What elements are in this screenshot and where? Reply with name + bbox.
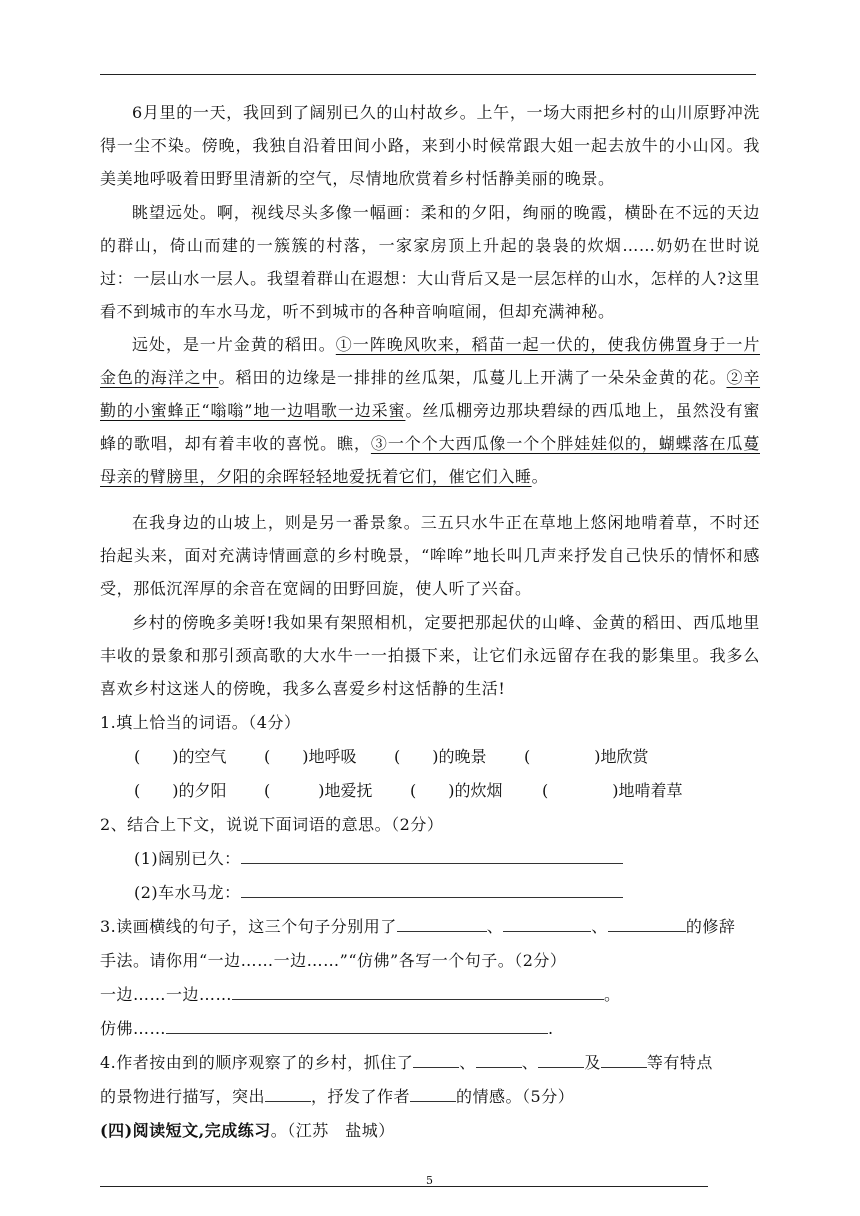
answer-blank[interactable] [397,917,487,932]
question-text: 4.作者按由到的顺序观察了的乡村，抓住了 [100,1053,414,1072]
question-4-line-2 [100,1080,574,1113]
passage-paragraph-3 [100,328,760,493]
question-text: ，抒发了作者 [311,1087,411,1106]
passage-text: 远处，是一片金黄的稻田。 [132,335,336,354]
passage-text: 。稻田的边缘是一排排的丝瓜架，瓜蔓儿上开满了一朵朵金黄的花。 [218,368,727,387]
answer-blank[interactable] [476,1053,522,1068]
question-text: 的情感。（5分） [456,1087,575,1106]
separator: 、 [521,1053,539,1072]
answer-blank[interactable] [410,1087,456,1102]
fill-item: ( )的炊烟 [410,781,503,800]
passage-text: 。 [531,467,549,486]
question-1-row-2 [134,774,683,807]
item-label: (2)车水马龙： [134,883,241,902]
answer-blank[interactable] [265,1087,311,1102]
question-text: 的修辞 [685,917,736,936]
fill-item: ( )的空气 [134,747,227,766]
underlined-sentence-3: ③一个个大西瓜像一个个胖娃娃似的，蝴蝶落在瓜蔓母亲的臂膀里，夕阳的余晖轻轻地爱抚着它们，催它们入睡 [100,434,760,486]
fill-item: ( )地啃着草 [542,781,683,800]
question-2-title: 2、结合上下文，说说下面词语的意思。（2分） [100,815,444,834]
fill-item: ( )的晚景 [394,747,487,766]
question-3-line-1 [100,910,735,943]
footer-rule [100,1186,708,1187]
answer-blank[interactable] [503,917,591,932]
fill-item: ( )地呼吸 [264,747,357,766]
prompt-label: 一边……一边…… [100,985,233,1004]
section-source: 。（江苏 盐城） [270,1121,395,1140]
underlined-sentence-2: ②辛勤的小蜜蜂正“嗡嗡”地一边唱歌一边采蜜 [100,368,761,420]
section-4-heading [100,1114,395,1147]
question-3-line-2: 手法。请你用“一边……一边……”“仿佛”各写一个句子。（2分） [100,951,567,970]
question-1-title: 1.填上恰当的词语。（4分） [100,713,301,732]
separator: 、 [486,917,504,936]
answer-blank[interactable] [241,883,623,898]
answer-blank[interactable] [601,1053,647,1068]
question-text: 的景物进行描写，突出 [100,1087,266,1106]
question-2-item-2 [134,876,623,909]
answer-blank[interactable] [241,849,623,864]
section-title: (四)阅读短文,完成练习 [100,1121,271,1140]
fill-item: ( )的夕阳 [134,781,227,800]
page-number: 5 [426,1174,433,1187]
question-text: 等有特点 [646,1053,713,1072]
question-2-item-1 [134,842,623,875]
prompt-label: 仿佛…… [100,1019,167,1038]
question-3-line-3 [100,978,621,1011]
answer-blank[interactable] [608,917,686,932]
passage-paragraph-2: 眺望远处。啊，视线尽头多像一幅画：柔和的夕阳，绚丽的晚霞，横卧在不远的天边的群山，倚山而建的一簇簇的村落，一家家房顶上升起的袅袅的炊烟……奶奶在世时说过：一层山水一层人。我望着群山在遐想：大山背后又是一层怎样的山水，怎样的人?这里看不到城市的车水马龙，听不到城市的各种音响喧闹，但却充满神秘。 [100,203,760,321]
question-text: 3.读画横线的句子，这三个句子分别用了 [100,917,397,936]
punctuation: . [548,1019,554,1038]
passage-paragraph-5: 乡村的傍晚多美呀!我如果有架照相机，定要把那起伏的山峰、金黄的稻田、西瓜地里丰收的景象和那引颈高歌的大水牛一一拍摄下来，让它们永远留存在我的影集里。我多么喜欢乡村这迷人的傍晚，我多么喜爱乡村这恬静的生活! [100,613,760,698]
answer-blank[interactable] [538,1053,584,1068]
passage-text: 。丝瓜棚旁边那块碧绿的西瓜地上，虽然没有蜜蜂的歌唱，却有着丰收的喜悦。瞧， [100,401,760,453]
header-rule [100,74,756,75]
answer-blank[interactable] [166,1019,548,1034]
fill-item: ( )地爱抚 [264,781,373,800]
item-label: (1)阔别已久： [134,849,241,868]
answer-blank[interactable] [232,985,604,1000]
question-4-line-1 [100,1046,713,1079]
underlined-sentence-1: ①一阵晚风吹来，稻苗一起一伏的，使我仿佛置身于一片金色的海洋之中 [100,335,760,387]
passage-paragraph-4: 在我身边的山坡上，则是另一番景象。三五只水牛正在草地上悠闲地啃着草，不时还抬起头来，面对充满诗情画意的乡村晚景，“哞哞”地长叫几声来抒发自己快乐的情怀和感受，那低沉浑厚的余音在宽阔的田野回旋，使人听了兴奋。 [100,513,760,598]
question-3-line-4 [100,1012,554,1045]
question-text: 及 [584,1053,601,1072]
question-1-row-1 [134,740,649,773]
passage-paragraph-1: 6月里的一天，我回到了阔别已久的山村故乡。上午，一场大雨把乡村的山川原野冲洗得一尘不染。傍晚，我独自沿着田间小路，来到小时候常跟大姐一起去放牛的小山冈。我美美地呼吸着田野里清新的空气，尽情地欣赏着乡村恬静美丽的晚景。 [100,103,760,188]
punctuation: 。 [604,985,621,1004]
answer-blank[interactable] [413,1053,459,1068]
separator: 、 [591,917,608,936]
separator: 、 [459,1053,476,1072]
fill-item: ( )地欣赏 [524,747,649,766]
